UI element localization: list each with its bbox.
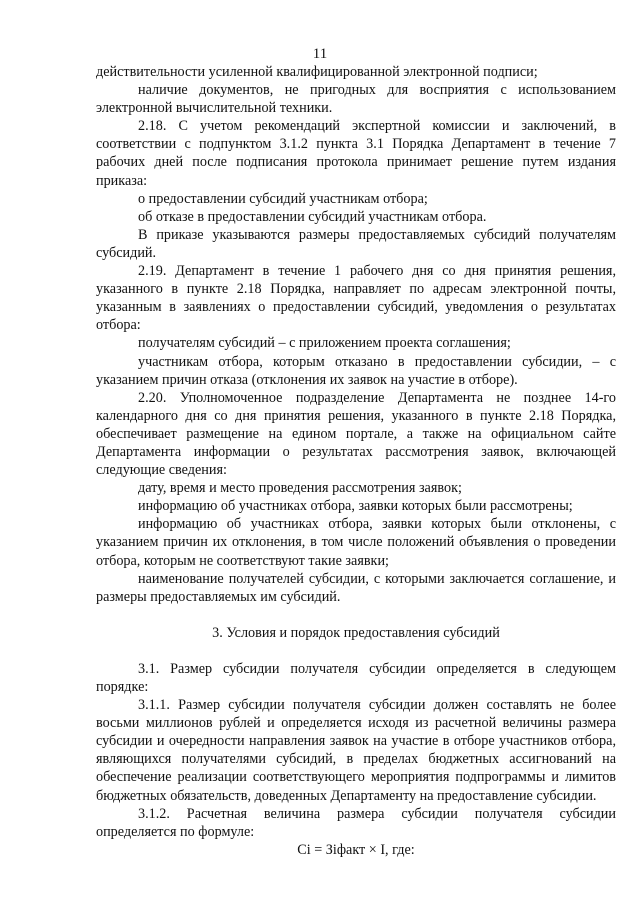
- list-item: дату, время и место проведения рассмотрения заявок;: [138, 480, 462, 497]
- list-item: информацию об участниках отбора, заявки которых были отклонены, с указанием причин их отклонения, в том числе положений объявления о проведении отбора, которым не соответствуют такие заявки;: [96, 516, 616, 569]
- formula: Ci = Зiфакт × I, где:: [297, 841, 415, 858]
- paragraph: 2.19. Департамент в течение 1 рабочего дня со дня принятия решения, указанного в пункте 2.18 Порядка, направляет по адресам электронной почты, указанным в заявлениях о предоставлении субсидий, уведомления о результатах отбора:: [96, 263, 616, 334]
- paragraph: наличие документов, не пригодных для восприятия с использованием электронной вычислительной техники.: [96, 82, 616, 117]
- list-item: наименование получателей субсидии, с которыми заключается соглашение, и размеры предоставляемых им субсидий.: [96, 570, 616, 605]
- list-item: об отказе в предоставлении субсидий участникам отбора.: [138, 208, 487, 225]
- paragraph: 3.1.2. Расчетная величина размера субсидии получателя субсидии определяется по формуле:: [96, 805, 616, 840]
- paragraph: 2.20. Уполномоченное подразделение Департамента не позднее 14-го календарного дня со дня принятия решения, указанного в пункте 2.18 Порядка, обеспечивает размещение на едином портале, а также на официальном сайте Департамента информации о результатах рассмотрения заявок, включающей следующие сведения:: [96, 389, 616, 479]
- paragraph: 3.1.1. Размер субсидии получателя субсидии должен составлять не более восьми миллионов рублей и определяется исходя из расчетной величины размера субсидии и очередности направления заявок на участие в отборе участников отбора, являющихся получателями субсидий, в пределах бюджетных ассигнований на обеспечение реализации соответствующего мероприятия подпрограммы и лимитов бюджетных обязательств, доведенных Департаменту на предоставление субсидии.: [96, 697, 616, 804]
- section-heading: 3. Условия и порядок предоставления субсидий: [212, 624, 500, 641]
- list-item: о предоставлении субсидий участникам отбора;: [138, 190, 428, 207]
- list-item: информацию об участниках отбора, заявки которых были рассмотрены;: [138, 498, 573, 515]
- paragraph: В приказе указываются размеры предоставляемых субсидий получателям субсидий.: [96, 226, 616, 261]
- paragraph: действительности усиленной квалифицированной электронной подписи;: [96, 64, 538, 80]
- document-body: [96, 63, 616, 859]
- paragraph: 2.18. С учетом рекомендаций экспертной комиссии и заключений, в соответствии с подпунктом 3.1.2 пункта 3.1 Порядка Департамент в течение 7 рабочих дней после подписания протокола принимает решение путем издания приказа:: [96, 118, 616, 189]
- paragraph: 3.1. Размер субсидии получателя субсидии определяется в следующем порядке:: [96, 660, 616, 695]
- spacer: [96, 642, 616, 660]
- page-number: 11: [312, 46, 328, 62]
- list-item: получателям субсидий – с приложением проекта соглашения;: [138, 335, 511, 352]
- list-item: участникам отбора, которым отказано в предоставлении субсидии, – с указанием причин отказа (отклонения их заявок на участие в отборе).: [96, 353, 616, 388]
- spacer: [96, 606, 616, 624]
